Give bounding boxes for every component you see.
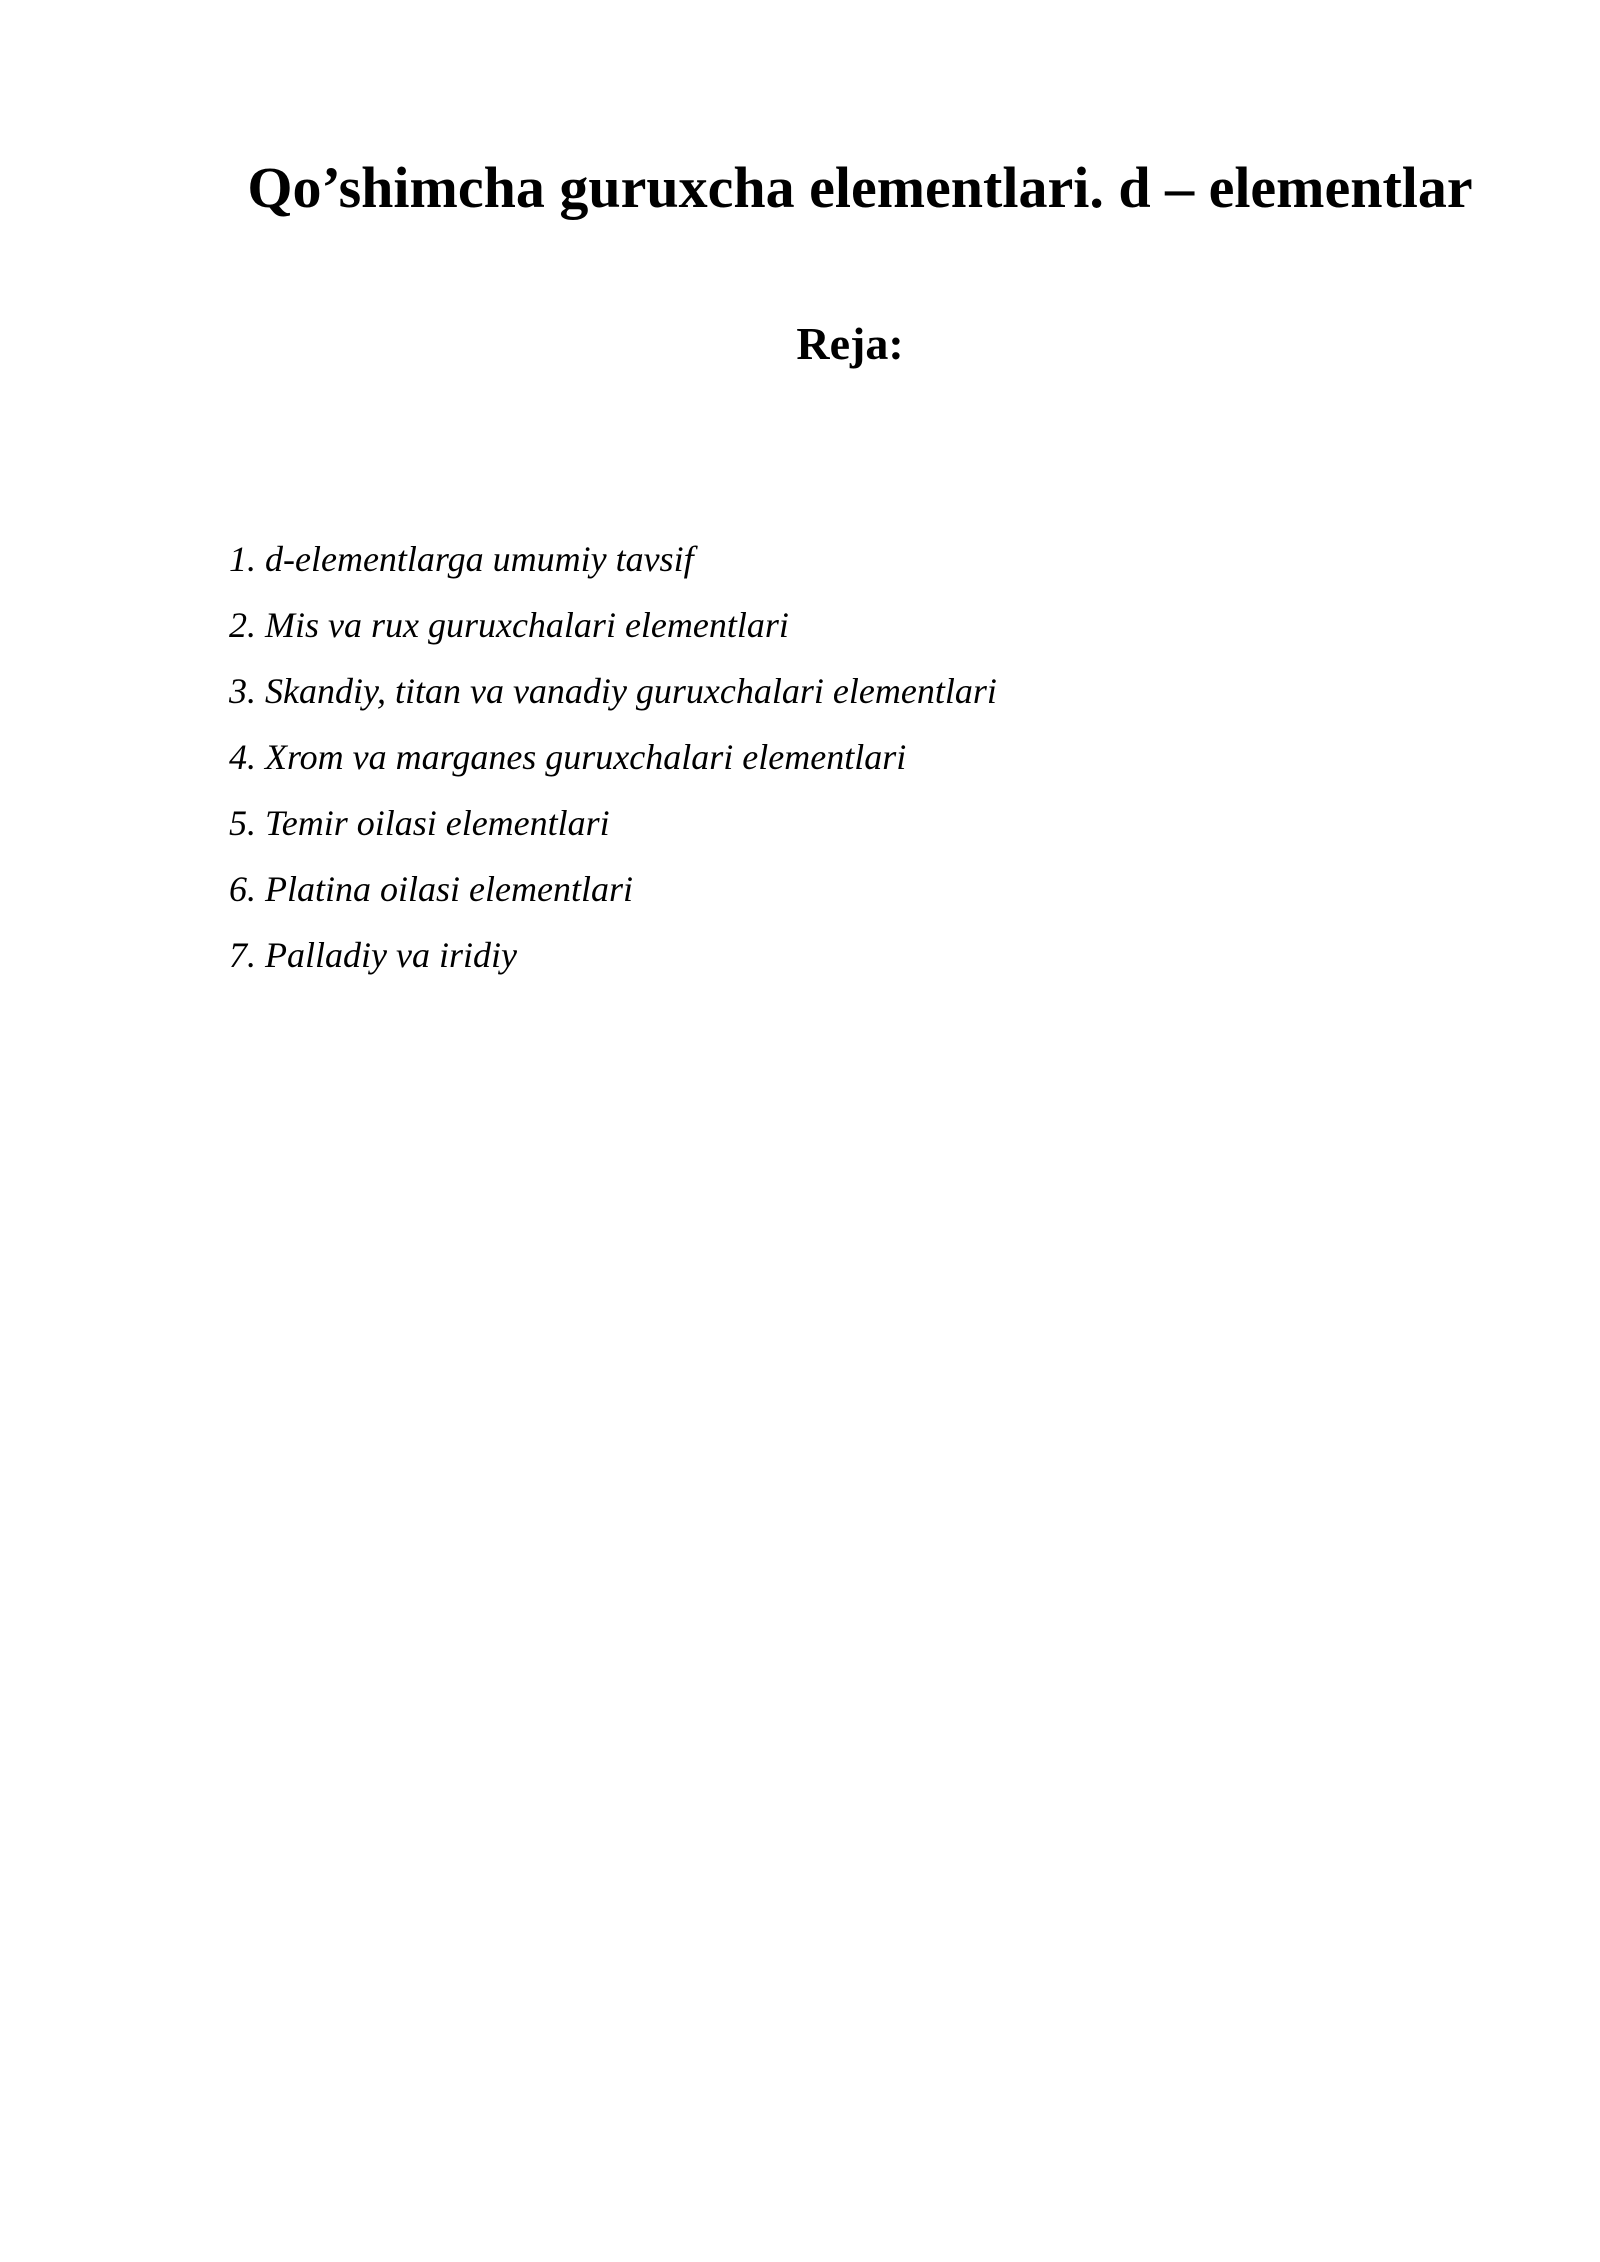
plan-item-number: 5. <box>229 803 256 843</box>
plan-heading: Reja: <box>796 318 904 369</box>
plan-item-text: Temir oilasi elementlari <box>265 803 610 843</box>
plan-item-text: Platina oilasi elementlari <box>265 869 633 909</box>
plan-item-7 <box>229 922 997 988</box>
plan-item-number: 3. <box>229 671 256 711</box>
plan-item-text: d-elementlarga umumiy tavsif <box>265 539 694 579</box>
plan-item-text: Xrom va marganes guruxchalari elementlari <box>265 737 907 777</box>
document-title: Qo’shimcha guruxcha elementlari. d – elementlar <box>247 155 1473 220</box>
plan-item-text: Palladiy va iridiy <box>265 935 517 975</box>
plan-item-number: 6. <box>229 869 256 909</box>
plan-item-number: 2. <box>229 605 256 645</box>
plan-item-4 <box>229 724 997 790</box>
plan-item-3 <box>229 658 997 724</box>
plan-item-text: Mis va rux guruxchalari elementlari <box>265 605 789 645</box>
plan-list <box>229 526 997 988</box>
plan-item-number: 4. <box>229 737 256 777</box>
plan-item-2 <box>229 592 997 658</box>
plan-item-text: Skandiy, titan va vanadiy guruxchalari elementlari <box>265 671 997 711</box>
plan-item-5 <box>229 790 997 856</box>
plan-item-number: 7. <box>229 935 256 975</box>
plan-item-number: 1. <box>229 539 256 579</box>
plan-item-1 <box>229 526 997 592</box>
plan-item-6 <box>229 856 997 922</box>
